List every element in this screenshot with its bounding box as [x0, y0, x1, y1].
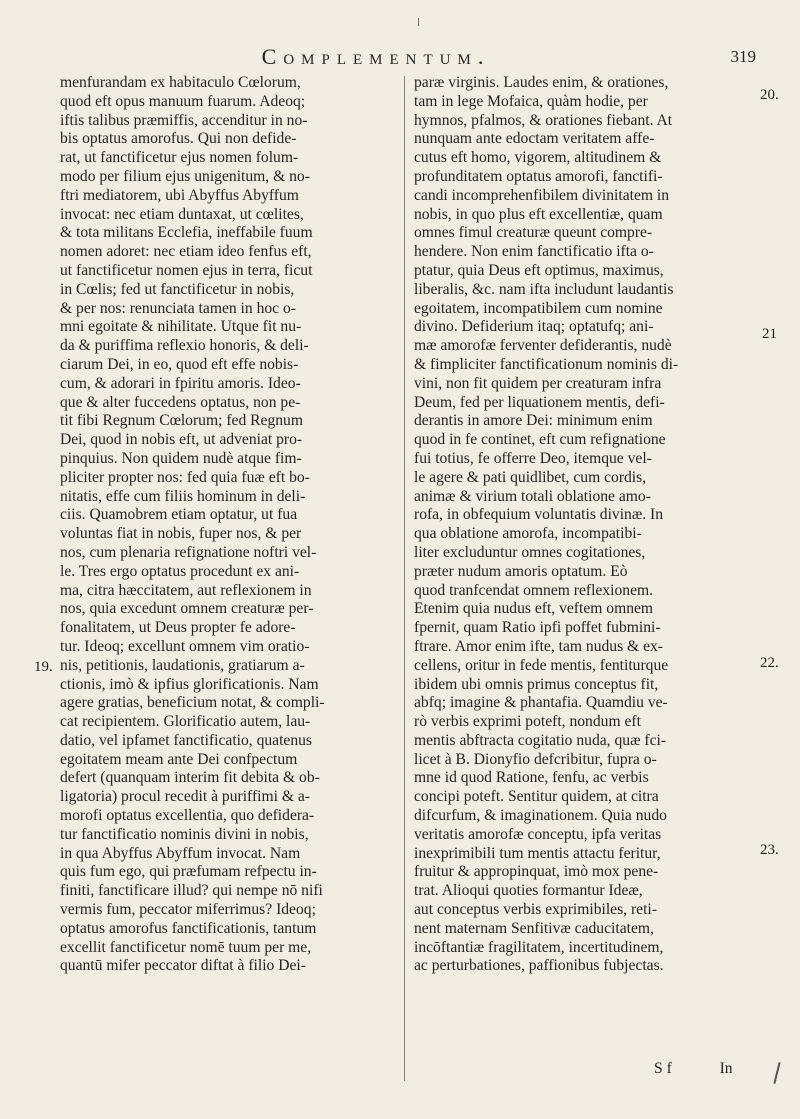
text-line: pliciter propter nos: fed quia fuæ eft bo- — [60, 468, 310, 486]
text-line: profunditatem optatus amorofi, fanctifi- — [414, 167, 663, 185]
right-column — [414, 74, 747, 976]
text-line: vermis fum, peccator miferrimus? Ideoq; — [60, 901, 316, 919]
text-line: fonalitatem, ut Deus propter fe adore- — [60, 619, 296, 637]
text-line: cat recipientem. Glorificatio autem, lau- — [60, 713, 311, 731]
text-line: que & alter fuccedens optatus, non pe- — [60, 393, 301, 411]
text-line: nent maternam Senfitivæ caducitatem, — [414, 919, 654, 937]
text-line: agere gratias, beneficium notat, & compli- — [60, 694, 325, 712]
text-line: tit fibi Regnum Cœlorum; fed Regnum — [60, 412, 303, 430]
text-line: voluntas fiat in nobis, fuper nos, & per — [60, 525, 302, 543]
text-line: in Cœlis; fed ut fanctificetur in nobis, — [60, 280, 295, 298]
text-line: rofa, in obfequium voluntatis divinæ. In — [414, 506, 664, 524]
margin-number-23: 23. — [760, 842, 779, 858]
text-line: rò verbis exprimi poteft, nondum eft — [414, 713, 641, 731]
text-line: ptatur, quia Deus eft optimus, maximus, — [414, 261, 664, 279]
running-head — [66, 44, 756, 74]
text-line: liter excluduntur omnes cogitationes, — [414, 543, 646, 561]
text-line: fui totius, fe offerre Deo, itemque vel- — [414, 449, 652, 467]
text-line: pinquius. Non quidem nudè atque fim- — [60, 449, 302, 467]
text-line: ut fanctificetur nomen ejus in terra, ficut — [60, 261, 313, 279]
text-line: optatus amorofus fanctificationis, tantum — [60, 919, 317, 937]
text-line: aut conceptus verbis exprimibiles, reti- — [414, 901, 657, 919]
text-line: menfurandam ex habitaculo Cœlorum, — [60, 74, 301, 91]
text-line: modo per filium ejus unigenitum, & no- — [60, 167, 310, 185]
text-line: hymnos, pfalmos, & orationes fiebant. At — [414, 111, 673, 129]
text-line: fpernit, quam Ratio ipfi poffet fubmini- — [414, 619, 661, 637]
text-line: egoitatem, incompatibilem cum nomine — [414, 299, 663, 317]
text-line: omnes fimul creaturæ queunt compre- — [414, 224, 653, 242]
text-line: ftri mediatorem, ubi Abyffus Abyffum — [60, 186, 299, 204]
page-number: 319 — [730, 47, 756, 66]
text-line: ibidem ubi omnis primus conceptus fit, — [414, 675, 659, 693]
text-line: finiti, fanctificare illud? qui nempe nō nifi — [60, 882, 323, 900]
margin-number-22: 22. — [760, 655, 779, 671]
text-line: derantis in amore Dei: minimum enim — [414, 412, 653, 430]
text-line: trat. Alioqui quoties formantur Ideæ, — [414, 882, 643, 900]
text-line: candi incomprehenfibilem divinitatem in — [414, 186, 670, 204]
text-line: cum, & adorari in fpiritu amoris. Ideo- — [60, 374, 301, 392]
text-line: ctionis, imò & ipfius glorificationis. Nam — [60, 675, 319, 693]
text-line: egoitatem meam ante Dei confpectum — [60, 750, 298, 768]
text-line: bis optatus amorofus. Qui non defide- — [60, 130, 297, 148]
text-line: hendere. Non enim fanctificatio ifta o- — [414, 243, 654, 261]
text-line: excellit fanctificetur nomē tuum per me, — [60, 938, 312, 956]
text-line: ftrare. Amor enim ifte, tam nudus & ex- — [414, 637, 663, 655]
text-line: defert (quanquam interim fit debita & ob- — [60, 769, 320, 787]
column-divider — [404, 76, 405, 1081]
text-line: quantū mifer peccator diftat à filio Dei- — [60, 957, 306, 975]
text-line: le. Tres ergo optatus procedunt ex ani- — [60, 562, 300, 580]
text-line: & tota militans Ecclefia, ineffabile fuum — [60, 224, 313, 242]
text-line: nos, quia excedunt omnem creaturæ per- — [60, 600, 314, 618]
text-line: & fimpliciter fanctificationum nominis di- — [414, 355, 679, 373]
signature-mark: S f — [654, 1060, 672, 1077]
text-line: nunquam ante edoctam veritatem affe- — [414, 130, 655, 148]
text-line: Etenim quia nudus eft, veftem omnem — [414, 600, 654, 618]
margin-number-21: 21 — [762, 326, 777, 342]
text-line: mne id quod Ratione, fenfu, ac verbis — [414, 769, 649, 787]
text-line: liberalis, &c. nam ifta includunt laudantis — [414, 280, 674, 298]
text-line: cellens, oritur in fede mentis, fentiturque — [414, 656, 669, 674]
text-line: quod eft opus manuum fuarum. Adeoq; — [60, 92, 306, 110]
text-line: morofi optatus excellentia, quo defidera- — [60, 807, 315, 825]
text-line: qua oblatione amorofa, incompatibi- — [414, 525, 642, 543]
text-line: ac perturbationes, paffionibus fubjectas. — [414, 957, 664, 975]
text-line: Dei, quod in nobis eft, ut adveniat pro- — [60, 431, 303, 449]
text-line: ciarum Dei, in eo, quod eft effe nobis- — [60, 355, 299, 373]
text-line: licet à B. Dionyfio defcribitur, fupra o- — [414, 750, 657, 768]
text-line: mni egoitate & nihilitate. Utque fit nu- — [60, 318, 302, 336]
text-line: nomen adoret: nec etiam ideo fenfus eft, — [60, 243, 312, 261]
text-line: ciis. Quamobrem etiam optatur, ut fua — [60, 506, 298, 524]
text-line: tur fanctificatio nominis divini in nobis, — [60, 825, 309, 843]
text-line: fruitur & appropinquat, imò mox pene- — [414, 863, 659, 881]
text-line: divino. Defiderium itaq; optatufq; ani- — [414, 318, 654, 336]
catchword: In — [719, 1060, 733, 1077]
text-line: in qua Abyffus Abyffum invocat. Nam — [60, 844, 301, 862]
text-line: cutus eft homo, vigorem, altitudinem & — [414, 149, 662, 167]
text-line: mæ amorofæ ferventer defiderantis, nudè — [414, 337, 672, 355]
text-line: veritatis amorofæ conceptu, ipfa veritas — [414, 825, 662, 843]
text-line: ma, citra hæccitatem, aut reflexionem in — [60, 581, 312, 599]
text-line: nobis, in quo plus eft excellentiæ, quam — [414, 205, 663, 223]
text-line: invocat: nec etiam duntaxat, ut cœlites, — [60, 205, 304, 223]
margin-number-19: 19. — [34, 659, 53, 675]
text-line: nis, petitionis, laudationis, gratiarum a- — [60, 656, 305, 674]
edge-mark — [773, 1062, 780, 1084]
text-line: & per nos: renunciata tamen in hoc o- — [60, 299, 296, 317]
text-line: ligatoria) procul recedit à puriffimi & a- — [60, 788, 310, 806]
text-line: da & puriffima reflexio honoris, & deli- — [60, 337, 309, 355]
text-line: vini, non fit quidem per creaturam infra — [414, 374, 662, 392]
text-line: animæ & virium totali oblatione amo- — [414, 487, 651, 505]
text-line: iftis talibus præmiffis, accenditur in no- — [60, 111, 308, 129]
text-line: incōftantiæ fragilitatem, incertitudinem, — [414, 938, 664, 956]
text-line: abfq; imagine & phantafia. Quamdiu ve- — [414, 694, 668, 712]
text-line: tam in lege Mofaica, quàm hodie, per — [414, 92, 648, 110]
signature-line — [654, 1060, 733, 1078]
text-line: nitatis, effe cum filiis hominum in deli- — [60, 487, 306, 505]
text-line: datio, vel ipfamet fanctificatio, quatenus — [60, 731, 313, 749]
top-edge-mark — [418, 18, 419, 26]
text-line: rat, ut fanctificetur ejus nomen folum- — [60, 149, 299, 167]
text-line: præter nudum amoris optatum. Eò — [414, 562, 628, 580]
text-line: le agere & pati quidlibet, cum cordis, — [414, 468, 647, 486]
text-line: tur. Ideoq; excellunt omnem vim oratio- — [60, 637, 310, 655]
text-line: concipi poteft. Sentitur quidem, at citra — [414, 788, 659, 806]
text-line: quis fum ego, qui præfumam refpectu in- — [60, 863, 317, 881]
text-line: difcurfum, & imaginationem. Quia nudo — [414, 807, 667, 825]
text-line: inexprimibili tum mentis attactu feritur, — [414, 844, 661, 862]
margin-number-20: 20. — [760, 87, 779, 103]
text-line: mentis abftracta cogitatio nuda, quæ fci- — [414, 731, 667, 749]
running-head-title: Complementum. — [261, 44, 491, 69]
left-column — [60, 74, 396, 976]
text-line: quod tranfcendat omnem reflexionem. — [414, 581, 654, 599]
text-line: Deum, fed per liquationem mentis, defi- — [414, 393, 665, 411]
text-line: quod in fe continet, eft cum refignatione — [414, 431, 666, 449]
text-line: paræ virginis. Laudes enim, & orationes, — [414, 74, 669, 91]
text-line: nos, cum plenaria refignatione noftri vel- — [60, 543, 317, 561]
